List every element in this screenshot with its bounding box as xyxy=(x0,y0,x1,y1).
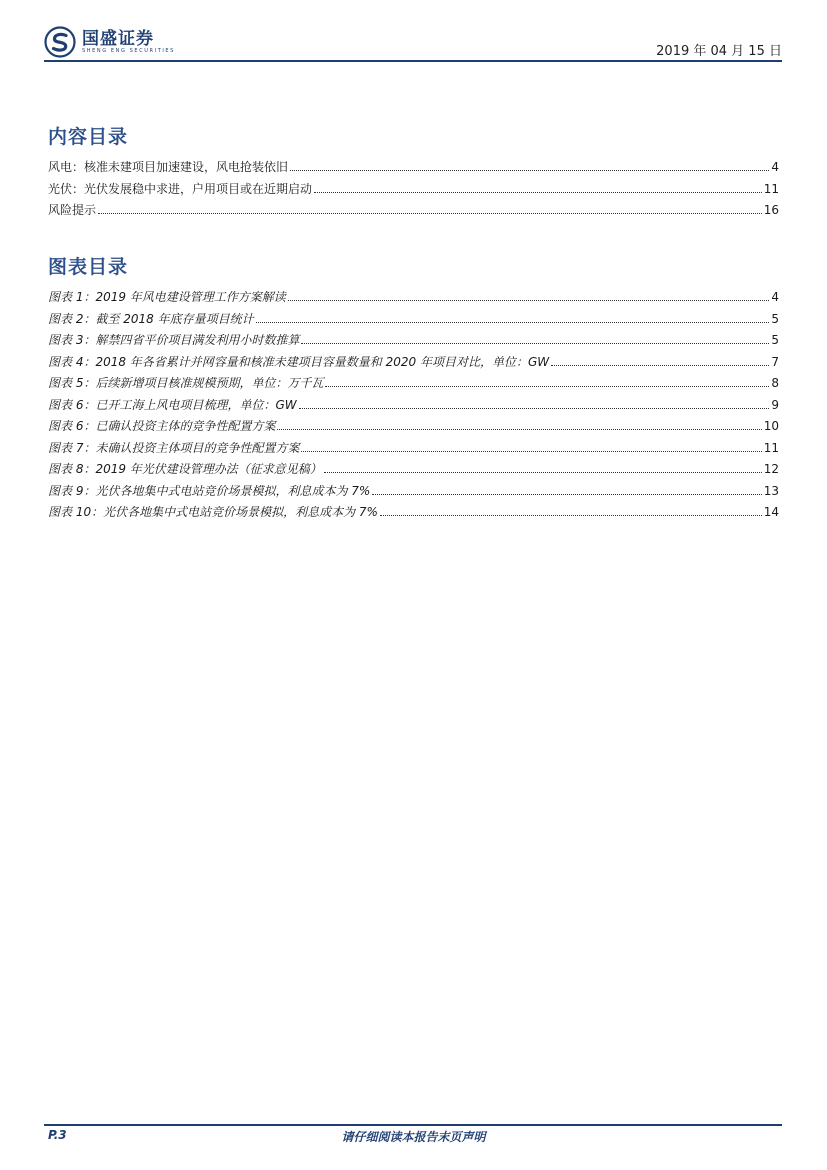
figure-entry-text: 图表 1：2019 年风电建设管理工作方案解读 xyxy=(48,290,286,304)
figure-entry-text: 图表 4：2018 年各省累计并网容量和核准未建项目容量数量和 2020 年项目对比，单位：GW xyxy=(48,354,550,369)
page-number: P.3 xyxy=(48,1128,67,1142)
dot-leader xyxy=(301,343,769,344)
figure-entry-text: 图表 2：截至 2018 年底存量项目统计 xyxy=(48,311,254,326)
figure-entry-text: 图表 6：已确认投资主体的竞争性配置方案 xyxy=(48,419,276,433)
toc-entry-text: 风险提示 xyxy=(48,203,97,217)
dot-leader xyxy=(301,451,761,452)
figure-entry-page: 12 xyxy=(763,462,779,476)
figure-entry[interactable] xyxy=(48,417,779,439)
report-date: 2019 年 04 月 15 日 xyxy=(656,44,782,59)
toc-entry-text: 光伏：光伏发展稳中求进，户用项目或在近期启动 xyxy=(48,181,313,196)
figure-entry-text: 图表 3：解禁四省平价项目满发利用小时数推算 xyxy=(48,333,300,347)
figure-entry[interactable] xyxy=(48,288,779,310)
figure-entry[interactable] xyxy=(48,374,779,396)
figure-entry-page: 10 xyxy=(763,419,779,433)
figure-entry-text: 图表 10：光伏各地集中式电站竞价场景模拟，利息成本为 7% xyxy=(48,505,378,519)
figure-entry-text: 图表 6：已开工海上风电项目梳理，单位：GW xyxy=(48,397,297,412)
dot-leader xyxy=(256,322,770,323)
figure-entry[interactable] xyxy=(48,460,779,482)
figure-entry-text: 图表 5：后续新增项目核准规模预期，单位：万千瓦 xyxy=(48,376,324,390)
toc-entry-page: 4 xyxy=(771,160,779,174)
toc-entry[interactable] xyxy=(48,180,779,202)
footer-divider xyxy=(44,1124,782,1126)
dot-leader xyxy=(277,429,761,430)
figure-entry[interactable] xyxy=(48,353,779,375)
toc-entry-page: 16 xyxy=(763,203,779,217)
dot-leader xyxy=(98,213,762,214)
logo-english-name: SHENG ENG SECURITIES xyxy=(82,47,175,54)
contents-title: 内容目录 xyxy=(48,126,129,148)
dot-leader xyxy=(288,300,770,301)
figure-entry[interactable] xyxy=(48,439,779,461)
figure-entry-page: 4 xyxy=(771,290,779,304)
toc-entry[interactable] xyxy=(48,158,779,180)
dot-leader xyxy=(290,170,769,171)
dot-leader xyxy=(325,386,769,387)
figure-entry-text: 图表 8：2019 年光伏建设管理办法（征求意见稿） xyxy=(48,462,322,476)
contents-list xyxy=(48,158,779,223)
logo-emblem-icon xyxy=(44,26,76,58)
page-header xyxy=(0,0,827,64)
figure-entry-text: 图表 7：未确认投资主体项目的竞争性配置方案 xyxy=(48,440,300,455)
dot-leader xyxy=(380,515,762,516)
header-divider xyxy=(44,60,782,62)
figure-entry[interactable] xyxy=(48,396,779,418)
figure-entry-page: 14 xyxy=(763,505,779,519)
figure-entry-page: 13 xyxy=(763,483,779,498)
figures-list xyxy=(48,288,779,525)
figure-entry-text: 图表 9：光伏各地集中式电站竞价场景模拟，利息成本为 7% xyxy=(48,483,371,498)
company-logo xyxy=(44,26,175,58)
figure-entry[interactable] xyxy=(48,310,779,332)
toc-entry-text: 风电：核准未建项目加速建设，风电抢装依旧 xyxy=(48,160,289,174)
figures-title: 图表目录 xyxy=(48,256,129,278)
figure-entry-page: 11 xyxy=(763,440,779,455)
dot-leader xyxy=(372,494,761,495)
figure-entry[interactable] xyxy=(48,482,779,504)
figure-entry-page: 5 xyxy=(771,311,779,326)
figure-entry-page: 9 xyxy=(771,397,779,412)
logo-name: 国盛证券 xyxy=(82,28,154,49)
figure-entry[interactable] xyxy=(48,503,779,525)
dot-leader xyxy=(314,192,762,193)
toc-entry-page: 11 xyxy=(763,181,779,196)
dot-leader xyxy=(299,408,770,409)
footer-disclaimer: 请仔细阅读本报告末页声明 xyxy=(341,1130,486,1144)
toc-entry[interactable] xyxy=(48,201,779,223)
figure-entry-page: 8 xyxy=(771,376,779,390)
figure-entry-page: 7 xyxy=(771,354,779,369)
figure-entry[interactable] xyxy=(48,331,779,353)
dot-leader xyxy=(324,472,762,473)
dot-leader xyxy=(551,365,769,366)
figure-entry-page: 5 xyxy=(771,333,779,347)
